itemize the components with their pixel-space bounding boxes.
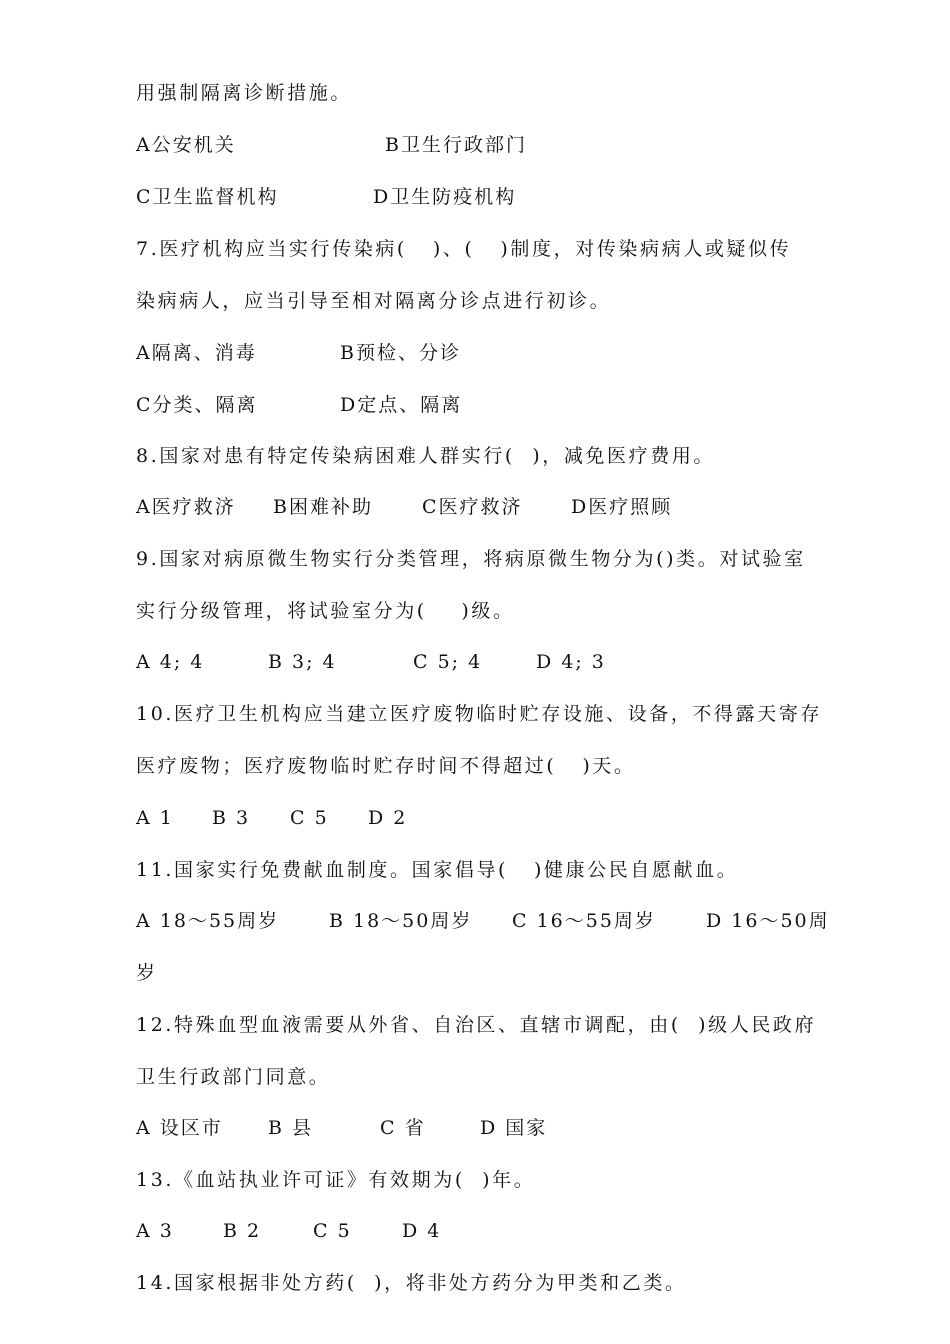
q7-option-d: D定点、隔离: [340, 394, 463, 416]
q6-option-a: A公安机关: [136, 134, 236, 156]
q12-option-a: A 设区市: [136, 1117, 223, 1139]
q12-text-line1: 12.特殊血型血液需要从外省、自治区、直辖市调配，由( )级人民政府: [136, 1014, 817, 1036]
q10-option-a: A 1: [136, 807, 174, 829]
q8-option-b: B困难补助: [273, 496, 373, 518]
q6-option-d: D卫生防疫机构: [373, 186, 517, 208]
q10-option-c: C 5: [290, 807, 329, 829]
q6-option-c: C卫生监督机构: [136, 186, 279, 208]
q11-option-d: D 16～50周: [706, 910, 830, 932]
q12-option-d: D 国家: [480, 1117, 548, 1139]
q7-option-b: B预检、分诊: [340, 342, 461, 364]
q6-option-b: B卫生行政部门: [385, 134, 527, 156]
q10-text-line2: 医疗废物；医疗废物临时贮存时间不得超过( )天。: [136, 755, 636, 777]
q10-option-d: D 2: [368, 807, 408, 829]
q7-text-line1: 7.医疗机构应当实行传染病( )、( )制度，对传染病病人或疑似传: [136, 238, 792, 260]
q13-option-a: A 3: [136, 1220, 174, 1242]
q7-text-line2: 染病病人，应当引导至相对隔离分诊点进行初诊。: [136, 290, 612, 312]
q13-option-b: B 2: [223, 1220, 262, 1242]
q10-option-b: B 3: [212, 807, 251, 829]
q9-option-b: B 3; 4: [268, 651, 337, 673]
q11-text-line1: 11.国家实行免费献血制度。国家倡导( )健康公民自愿献血。: [136, 859, 739, 881]
q11-option-d-wrap: 岁: [136, 962, 158, 984]
q13-text-line1: 13.《血站执业许可证》有效期为( )年。: [136, 1169, 536, 1191]
q9-text-line1: 9.国家对病原微生物实行分类管理，将病原微生物分为()类。对试验室: [136, 548, 806, 570]
q9-option-d: D 4; 3: [536, 651, 606, 673]
q7-option-c: C分类、隔离: [136, 394, 258, 416]
q7-option-a: A隔离、消毒: [136, 342, 257, 364]
q8-text-line1: 8.国家对患有特定传染病困难人群实行( )，减免医疗费用。: [136, 445, 716, 467]
q11-option-a: A 18～55周岁: [136, 910, 280, 932]
q13-option-c: C 5: [313, 1220, 352, 1242]
q9-text-line2: 实行分级管理，将试验室分为( )级。: [136, 600, 515, 622]
q12-text-line2: 卫生行政部门同意。: [136, 1066, 331, 1088]
q11-option-c: C 16～55周岁: [512, 910, 656, 932]
q12-option-b: B 县: [268, 1117, 314, 1139]
q8-option-c: C医疗救济: [422, 496, 523, 518]
q13-option-d: D 4: [402, 1220, 442, 1242]
q6-text-cont: 用强制隔离诊断措施。: [136, 82, 353, 104]
q10-text-line1: 10.医疗卫生机构应当建立医疗废物临时贮存设施、设备，不得露天寄存: [136, 703, 823, 725]
q8-option-a: A医疗救济: [136, 496, 236, 518]
q14-text-line1: 14.国家根据非处方药( )，将非处方药分为甲类和乙类。: [136, 1272, 687, 1294]
q9-option-a: A 4; 4: [136, 651, 205, 673]
q9-option-c: C 5; 4: [413, 651, 483, 673]
q12-option-c: C 省: [380, 1117, 426, 1139]
q8-option-d: D医疗照顾: [571, 496, 673, 518]
q11-option-b: B 18～50周岁: [329, 910, 473, 932]
